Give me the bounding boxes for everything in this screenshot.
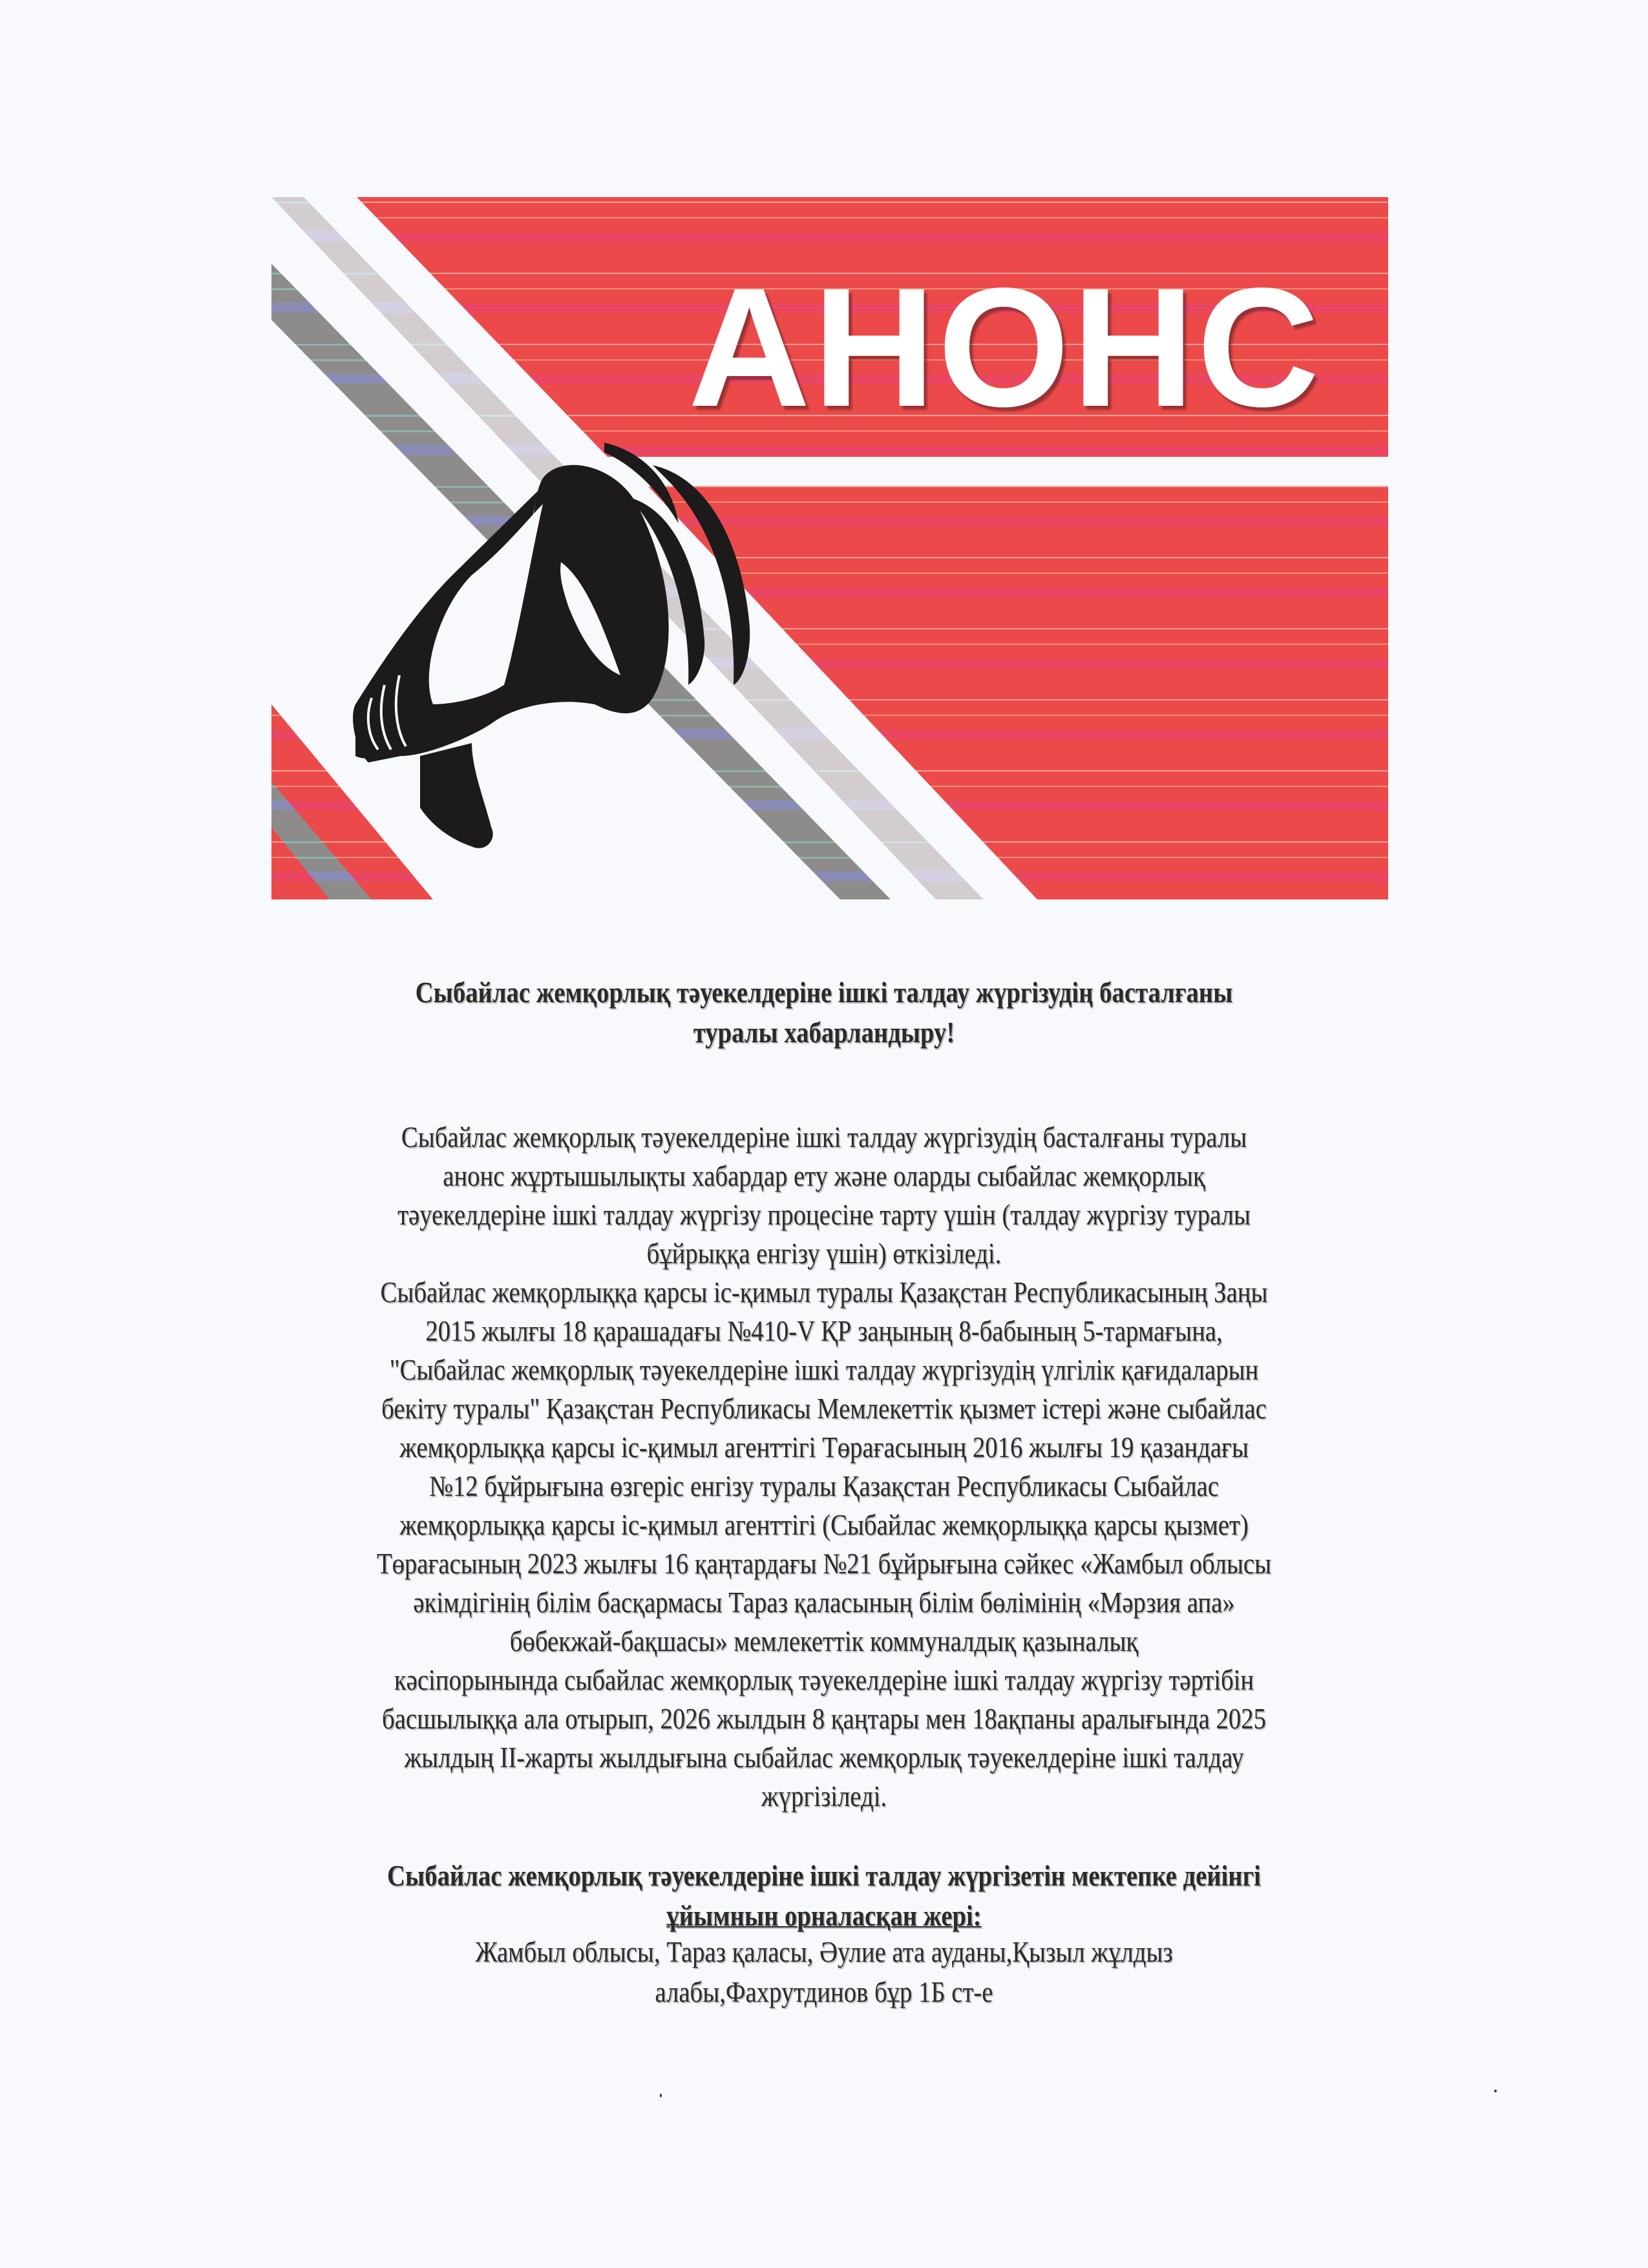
location-heading-line: Сыбайлас жемқорлық тәуекелдеріне ішкі талдау жүргізетін мектепке дейінгі (387, 1860, 1261, 1892)
address-line: алабы,Фахрутдинов бұр 1Б ст-е (655, 1976, 993, 2008)
announcement-body (282, 1118, 1366, 1816)
location-heading-line: ұйымнын орналасқан жері: (666, 1900, 982, 1932)
body-line: жүргізіледі. (761, 1780, 887, 1812)
address-line: Жамбыл облысы, Тараз қаласы, Әулие ата ауданы,Қызыл жұлдыз (475, 1936, 1173, 1968)
body-line: Сыбайлас жемқорлық тәуекелдеріне ішкі талдау жүргізудің басталғаны туралы (401, 1121, 1247, 1153)
title-line: Сыбайлас жемқорлық тәуекелдеріне ішкі талдау жүргізудің басталғаны (415, 976, 1233, 1009)
location-address (282, 1932, 1366, 2012)
body-line: анонс жұртышылықты хабардар ету және оларды сыбайлас жемқорлық (443, 1160, 1205, 1192)
body-line: тәуекелдеріне ішкі талдау жүргізу процесіне тарту үшін (талдау жүргізу туралы (397, 1199, 1251, 1231)
body-line: басшылыққа ала отырып, 2026 жылдын 8 қаңтары мен 18ақпаны аралығында 2025 (382, 1703, 1266, 1735)
body-line: жылдың ІІ-жарты жылдығына сыбайлас жемқорлық тәуекелдеріне ішкі талдау (404, 1741, 1244, 1774)
body-line: Төрағасының 2023 жылғы 16 қаңтардағы №21 бұйрығына сәйкес «Жамбыл облысы (376, 1548, 1272, 1580)
announcement-banner (259, 187, 1396, 911)
body-line: Сыбайлас жемқорлыққа қарсы іс-қимыл туралы Қазақстан Республикасының Заңы (380, 1276, 1268, 1308)
body-line: жемқорлыққа қарсы іс-қимыл агенттігі Төрағасының 2016 жылғы 19 қазандағы (399, 1431, 1249, 1464)
body-line: №12 бұйрығына өзгеріс енгізу туралы Қазақстан Республикасы Сыбайлас (429, 1470, 1219, 1502)
body-line: 2015 жылғы 18 қарашадағы №410-V ҚР заңының 8-бабының 5-тармағына, (425, 1315, 1223, 1347)
location-heading (282, 1856, 1366, 1936)
body-line: кәсіпорынында сыбайлас жемқорлық тәуекелдеріне ішкі талдау жүргізу тәртібін (394, 1664, 1254, 1696)
body-line: жемқорлыққа қарсы іс-қимыл агенттігі (Сыбайлас жемқорлыққа қарсы қызмет) (399, 1509, 1249, 1541)
announcement-title (282, 972, 1366, 1053)
title-line: туралы хабарландыру! (693, 1016, 955, 1049)
banner-title-anons: АНОНС (688, 253, 1322, 442)
body-line: "Сыбайлас жемқорлық тәуекелдеріне ішкі талдау жүргізудің үлгілік қағидаларын (389, 1354, 1259, 1386)
scan-speck (660, 2094, 662, 2097)
body-line: бекіту туралы" Қазақстан Республикасы Мемлекеттік қызмет істері және сыбайлас (381, 1392, 1267, 1425)
body-line: бұйрыққа енгізу үшін) өткізіледі. (646, 1237, 1002, 1270)
body-line: әкімдігінің білім басқармасы Тараз қаласының білім бөлімінің «Мәрзия апа» (413, 1586, 1235, 1619)
scan-speck (1494, 2090, 1497, 2092)
body-line: бөбекжай-бақшасы» мемлекеттік коммуналдық қазыналық (509, 1625, 1139, 1657)
white-bar (607, 457, 1388, 486)
megaphone-icon (353, 443, 750, 848)
